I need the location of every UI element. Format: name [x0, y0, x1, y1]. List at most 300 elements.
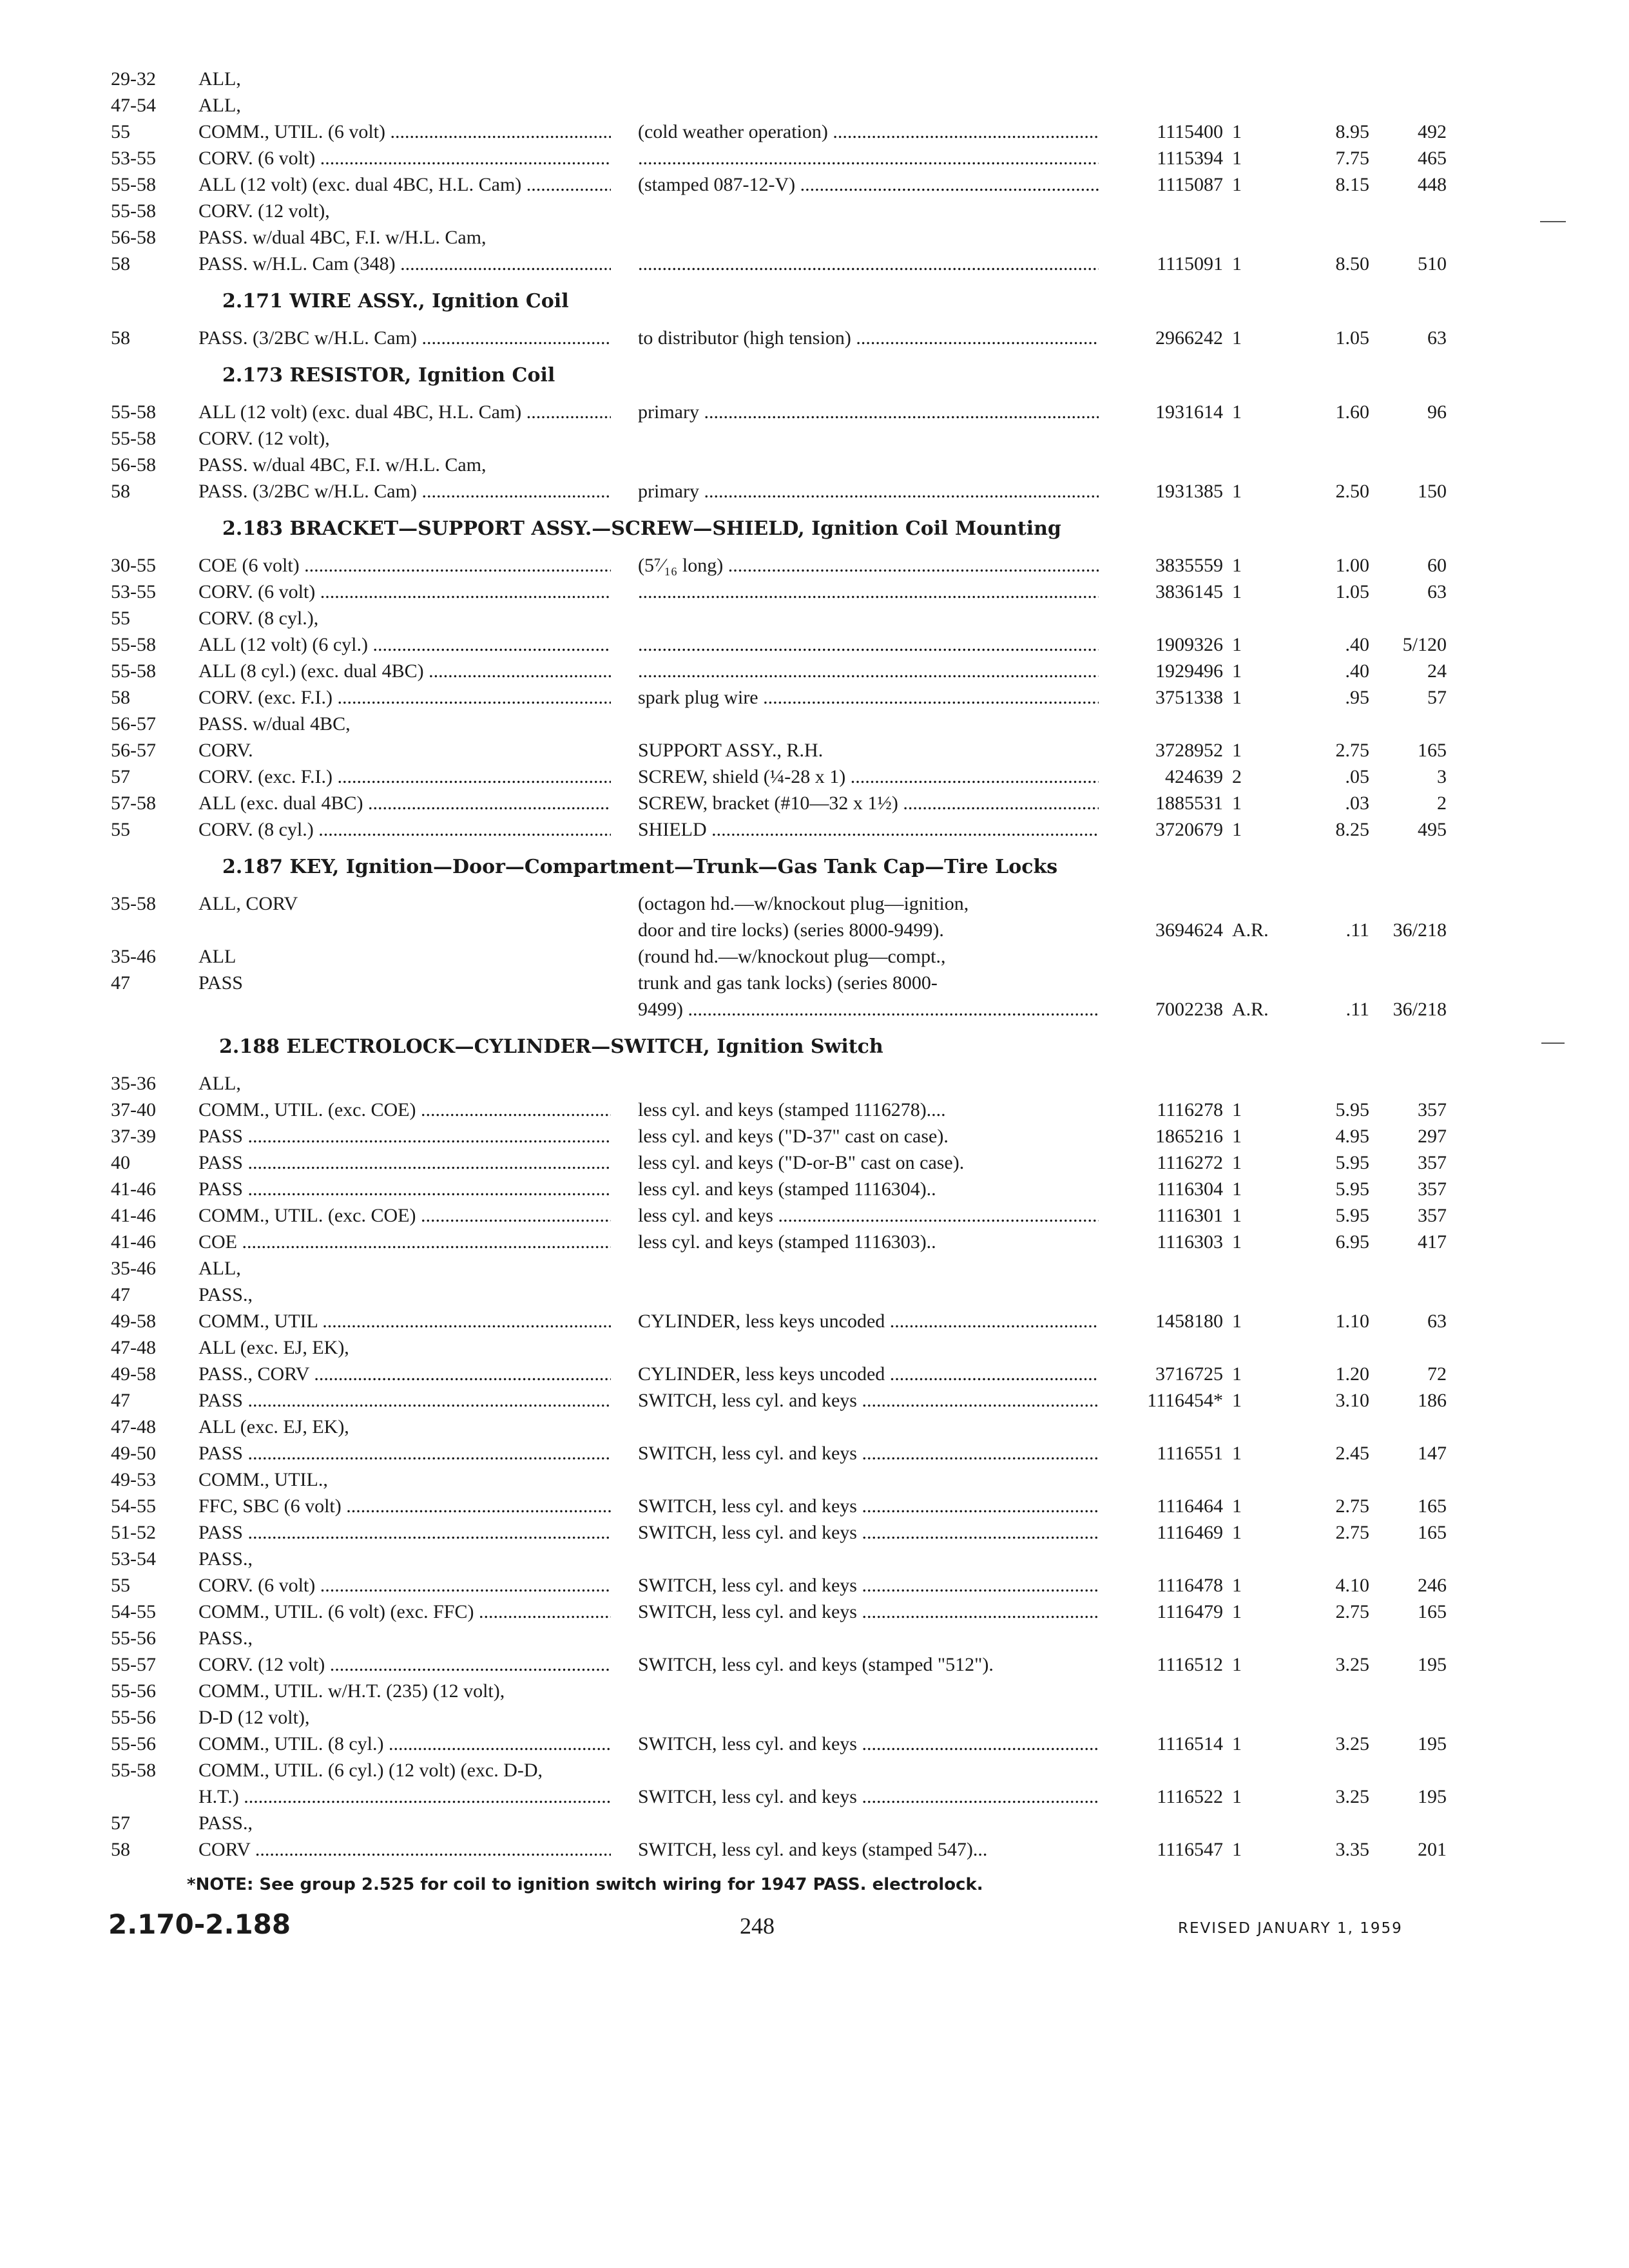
- model-years-text: 41-46: [111, 1205, 156, 1226]
- part-number-text: 2966242: [1155, 327, 1223, 349]
- quantity: [1232, 683, 1284, 713]
- margin-mark: [1541, 1043, 1565, 1044]
- application-text: ALL,: [198, 68, 241, 90]
- parts-row: [0, 630, 1629, 660]
- part-number: [1102, 1650, 1223, 1680]
- package-price: [1379, 1122, 1447, 1151]
- application-text: COMM., UTIL. (6 cyl.) (12 volt) (exc. D-D,: [198, 1760, 543, 1781]
- model-years-text: 47-48: [111, 1416, 156, 1437]
- description-text: CYLINDER, less keys uncoded: [638, 1363, 885, 1385]
- package-price: [1379, 577, 1447, 607]
- parts-row: [0, 1729, 1629, 1759]
- part-number-text: 1115394: [1157, 148, 1223, 169]
- model-years: [111, 762, 195, 792]
- parts-row: [0, 64, 1629, 94]
- parts-row: [0, 916, 1629, 945]
- part-number: [1102, 1518, 1223, 1548]
- package-price: [1379, 1307, 1447, 1336]
- part-number: [1102, 323, 1223, 353]
- model-years: [111, 1518, 195, 1548]
- model-years-text: 57: [111, 1812, 130, 1834]
- list-price: [1295, 1386, 1369, 1416]
- application-text: ALL,: [198, 1258, 241, 1279]
- model-years: [111, 1492, 195, 1521]
- application-text: PASS.,: [198, 1628, 253, 1649]
- list-price: [1295, 144, 1369, 173]
- quantity-text: 1: [1232, 1601, 1242, 1622]
- application: [198, 1254, 611, 1283]
- description-text: (round hd.—w/knockout plug—compt.,: [638, 946, 946, 967]
- package-price: [1379, 736, 1447, 765]
- model-years: [111, 1544, 195, 1574]
- parts-row: [0, 789, 1629, 818]
- parts-row: [0, 815, 1629, 845]
- application-text: COMM., UTIL. (exc. COE): [198, 1099, 416, 1120]
- application: [198, 1597, 611, 1627]
- list-price: [1295, 1095, 1369, 1125]
- model-years-text: 55-56: [111, 1707, 156, 1728]
- list-price: [1295, 170, 1369, 200]
- application: [198, 1650, 611, 1680]
- quantity: [1232, 1175, 1284, 1204]
- list-price-text: 2.75: [1335, 740, 1369, 761]
- application: [198, 170, 611, 200]
- list-price: [1295, 1518, 1369, 1548]
- quantity-text: 1: [1232, 660, 1242, 682]
- package-price: [1379, 789, 1447, 818]
- application: [198, 551, 611, 581]
- model-years: [111, 630, 195, 660]
- application: [198, 64, 611, 94]
- parts-row: [0, 1492, 1629, 1521]
- application: [198, 1333, 611, 1363]
- model-years: [111, 197, 195, 226]
- part-number-text: 1116454*: [1147, 1390, 1223, 1411]
- application: [198, 1175, 611, 1204]
- quantity: [1232, 630, 1284, 660]
- parts-row: [0, 1412, 1629, 1442]
- quantity-text: 1: [1232, 148, 1242, 169]
- model-years-text: 55: [111, 121, 130, 142]
- package-price: [1379, 1201, 1447, 1231]
- list-price-text: 1.05: [1335, 327, 1369, 349]
- list-price-text: 1.00: [1335, 555, 1369, 576]
- package-price-text: 246: [1418, 1575, 1447, 1596]
- list-price-text: 3.10: [1335, 1390, 1369, 1411]
- quantity-text: 1: [1232, 581, 1242, 602]
- application-text: CORV. (exc. F.I.): [198, 687, 333, 708]
- quantity: [1232, 1571, 1284, 1600]
- package-price: [1379, 1386, 1447, 1416]
- parts-row: [0, 398, 1629, 427]
- parts-row: [0, 1280, 1629, 1310]
- parts-row: [0, 1122, 1629, 1151]
- description: [638, 323, 1099, 353]
- package-price: [1379, 1360, 1447, 1389]
- application: [198, 709, 611, 739]
- model-years: [111, 683, 195, 713]
- description-text: primary: [638, 481, 699, 502]
- list-price-text: 8.95: [1335, 121, 1369, 142]
- description: [638, 995, 1099, 1024]
- description: [638, 1518, 1099, 1548]
- part-number: [1102, 762, 1223, 792]
- model-years-text: 47-54: [111, 95, 156, 116]
- model-years-text: 47: [111, 972, 130, 994]
- parts-row: [0, 1333, 1629, 1363]
- page-number: 248: [740, 1913, 775, 1939]
- model-years-text: 54-55: [111, 1601, 156, 1622]
- description-text: (stamped 087-12-V): [638, 174, 796, 195]
- part-number: [1102, 144, 1223, 173]
- description: [638, 968, 1099, 998]
- application-text: PASS: [198, 1178, 243, 1200]
- list-price-text: 5.95: [1335, 1099, 1369, 1120]
- part-number-text: 1116514: [1157, 1733, 1223, 1754]
- list-price: [1295, 916, 1369, 945]
- model-years: [111, 1201, 195, 1231]
- package-price-text: 36/218: [1393, 999, 1447, 1020]
- application: [198, 197, 611, 226]
- description: [638, 657, 1099, 686]
- list-price-text: .11: [1345, 919, 1369, 941]
- quantity: [1232, 1835, 1284, 1865]
- part-number: [1102, 117, 1223, 147]
- description: [638, 1148, 1099, 1178]
- application-text: PASS.,: [198, 1284, 253, 1305]
- list-price-text: 8.15: [1335, 174, 1369, 195]
- quantity: [1232, 1650, 1284, 1680]
- model-years-text: 56-57: [111, 713, 156, 735]
- section-heading: 2.171 WIRE ASSY., Ignition Coil: [222, 290, 569, 312]
- description: [638, 815, 1099, 845]
- description: [638, 144, 1099, 173]
- package-price-text: 72: [1427, 1363, 1447, 1385]
- part-number-text: 3716725: [1155, 1363, 1223, 1385]
- section-heading: 2.183 BRACKET—SUPPORT ASSY.—SCREW—SHIELD, Ignition Coil Mounting: [222, 517, 1061, 540]
- package-price-text: 492: [1418, 121, 1447, 142]
- parts-row: [0, 424, 1629, 454]
- part-number-text: 1458180: [1155, 1311, 1223, 1332]
- model-years: [111, 1677, 195, 1706]
- list-price-text: 8.50: [1335, 253, 1369, 274]
- application: [198, 889, 611, 919]
- model-years: [111, 1465, 195, 1495]
- part-number-text: 1116551: [1157, 1443, 1223, 1464]
- description-text: less cyl. and keys: [638, 1205, 773, 1226]
- model-years-text: 56-57: [111, 740, 156, 761]
- model-years: [111, 450, 195, 480]
- package-price: [1379, 916, 1447, 945]
- list-price-text: 6.95: [1335, 1231, 1369, 1253]
- description-text: SCREW, bracket (#10—32 x 1½): [638, 793, 898, 814]
- parts-row: [0, 1465, 1629, 1495]
- quantity: [1232, 1492, 1284, 1521]
- quantity: [1232, 1095, 1284, 1125]
- part-number-text: 1115087: [1157, 174, 1223, 195]
- application: [198, 1703, 611, 1733]
- description-text: SWITCH, less cyl. and keys: [638, 1601, 857, 1622]
- application: [198, 1095, 611, 1125]
- description: [638, 1095, 1099, 1125]
- application-text: COMM., UTIL: [198, 1311, 318, 1332]
- package-price-text: 165: [1418, 1601, 1447, 1622]
- part-number-text: 1116301: [1157, 1205, 1223, 1226]
- description-text: less cyl. and keys (stamped 1116304)..: [638, 1178, 936, 1200]
- package-price-text: 186: [1418, 1390, 1447, 1411]
- list-price-text: .40: [1345, 634, 1369, 655]
- package-price-text: 57: [1427, 687, 1447, 708]
- package-price: [1379, 1492, 1447, 1521]
- application: [198, 683, 611, 713]
- package-price: [1379, 762, 1447, 792]
- quantity: [1232, 657, 1284, 686]
- package-price-text: 195: [1418, 1654, 1447, 1675]
- model-years: [111, 1597, 195, 1627]
- package-price-text: 201: [1418, 1839, 1447, 1860]
- part-number: [1102, 1148, 1223, 1178]
- parts-row: [0, 170, 1629, 200]
- application: [198, 249, 611, 279]
- package-price-text: 297: [1418, 1126, 1447, 1147]
- model-years-text: 49-53: [111, 1469, 156, 1490]
- description: [638, 889, 1099, 919]
- quantity-text: 1: [1232, 1654, 1242, 1675]
- quantity-text: 1: [1232, 1152, 1242, 1173]
- list-price-text: .05: [1345, 766, 1369, 787]
- quantity: [1232, 1148, 1284, 1178]
- package-price-text: 63: [1427, 1311, 1447, 1332]
- application-text: COMM., UTIL.,: [198, 1469, 328, 1490]
- part-number: [1102, 916, 1223, 945]
- list-price: [1295, 477, 1369, 506]
- part-number-text: 1865216: [1155, 1126, 1223, 1147]
- description-text: 9499): [638, 999, 683, 1020]
- package-price-text: 510: [1418, 253, 1447, 274]
- description: [638, 1227, 1099, 1257]
- list-price: [1295, 1729, 1369, 1759]
- model-years: [111, 604, 195, 633]
- description-text: SUPPORT ASSY., R.H.: [638, 740, 824, 761]
- model-years-text: 55: [111, 819, 130, 840]
- quantity: [1232, 1307, 1284, 1336]
- part-number: [1102, 1122, 1223, 1151]
- parts-row: [0, 683, 1629, 713]
- application: [198, 398, 611, 427]
- quantity-text: 1: [1232, 1231, 1242, 1253]
- model-years-text: 29-32: [111, 68, 156, 90]
- application-text: CORV. (8 cyl.): [198, 819, 314, 840]
- quantity-text: 1: [1232, 174, 1242, 195]
- application: [198, 736, 611, 765]
- package-price: [1379, 117, 1447, 147]
- model-years: [111, 1254, 195, 1283]
- application-text: CORV.: [198, 740, 253, 761]
- description: [638, 736, 1099, 765]
- quantity: [1232, 1360, 1284, 1389]
- package-price-text: 150: [1418, 481, 1447, 502]
- application-text: PASS: [198, 1522, 243, 1543]
- section-range: 2.170-2.188: [108, 1908, 291, 1940]
- model-years: [111, 117, 195, 147]
- quantity-text: A.R.: [1232, 919, 1269, 941]
- quantity: [1232, 1227, 1284, 1257]
- parts-row: [0, 1307, 1629, 1336]
- list-price: [1295, 1227, 1369, 1257]
- list-price-text: 3.25: [1335, 1654, 1369, 1675]
- application: [198, 762, 611, 792]
- application-text: ALL (exc. dual 4BC): [198, 793, 363, 814]
- description-text: spark plug wire: [638, 687, 758, 708]
- parts-row: [0, 968, 1629, 998]
- list-price-text: 5.95: [1335, 1205, 1369, 1226]
- part-number-text: 3720679: [1155, 819, 1223, 840]
- application-text: CORV. (12 volt),: [198, 428, 330, 449]
- application: [198, 630, 611, 660]
- description: [638, 1782, 1099, 1812]
- model-years: [111, 1809, 195, 1838]
- model-years: [111, 1095, 195, 1125]
- parts-row: [0, 91, 1629, 120]
- description: [638, 1492, 1099, 1521]
- model-years-text: 49-58: [111, 1311, 156, 1332]
- package-price: [1379, 1518, 1447, 1548]
- parts-row: [0, 709, 1629, 739]
- list-price-text: 8.25: [1335, 819, 1369, 840]
- part-number-text: 1116272: [1157, 1152, 1223, 1173]
- application-text: CORV. (6 volt): [198, 1575, 316, 1596]
- parts-row: [0, 1518, 1629, 1548]
- list-price-text: 1.60: [1335, 401, 1369, 423]
- model-years-text: 55-57: [111, 1654, 156, 1675]
- application: [198, 1360, 611, 1389]
- application: [198, 815, 611, 845]
- part-number-text: 1116512: [1157, 1654, 1223, 1675]
- list-price-text: 2.45: [1335, 1443, 1369, 1464]
- application-text: COMM., UTIL. (6 volt) (exc. FFC): [198, 1601, 474, 1622]
- quantity: [1232, 323, 1284, 353]
- model-years: [111, 709, 195, 739]
- quantity: [1232, 577, 1284, 607]
- application-text: PASS.,: [198, 1812, 253, 1834]
- list-price: [1295, 736, 1369, 765]
- application: [198, 789, 611, 818]
- parts-row: [0, 1148, 1629, 1178]
- part-number-text: 3728952: [1155, 740, 1223, 761]
- list-price: [1295, 1571, 1369, 1600]
- model-years: [111, 1333, 195, 1363]
- parts-row: [0, 1360, 1629, 1389]
- application-text: PASS. (3/2BC w/H.L. Cam): [198, 327, 417, 349]
- application-text: CORV. (8 cyl.),: [198, 608, 319, 629]
- quantity-text: 2: [1232, 766, 1242, 787]
- parts-row: [0, 762, 1629, 792]
- list-price-text: .03: [1345, 793, 1369, 814]
- package-price: [1379, 1729, 1447, 1759]
- model-years: [111, 64, 195, 94]
- application: [198, 1439, 611, 1468]
- part-number: [1102, 1835, 1223, 1865]
- parts-row: [0, 1201, 1629, 1231]
- application: [198, 577, 611, 607]
- quantity: [1232, 1439, 1284, 1468]
- package-price-text: 357: [1418, 1152, 1447, 1173]
- application: [198, 1412, 611, 1442]
- list-price-text: 2.75: [1335, 1495, 1369, 1517]
- application-text: COE (6 volt): [198, 555, 300, 576]
- quantity-text: 1: [1232, 401, 1242, 423]
- quantity-text: 1: [1232, 1126, 1242, 1147]
- application-text: CORV: [198, 1839, 251, 1860]
- package-price: [1379, 1782, 1447, 1812]
- quantity: [1232, 1122, 1284, 1151]
- application-text: PASS: [198, 1390, 243, 1411]
- model-years: [111, 1069, 195, 1099]
- model-years-text: 53-55: [111, 148, 156, 169]
- application-text: ALL (exc. EJ, EK),: [198, 1416, 349, 1437]
- part-number-text: 1116547: [1157, 1839, 1223, 1860]
- model-years: [111, 657, 195, 686]
- model-years: [111, 789, 195, 818]
- model-years: [111, 1729, 195, 1759]
- quantity: [1232, 815, 1284, 845]
- model-years: [111, 736, 195, 765]
- quantity-text: 1: [1232, 1575, 1242, 1596]
- model-years: [111, 942, 195, 972]
- package-price-text: 63: [1427, 581, 1447, 602]
- description: [638, 117, 1099, 147]
- application-text: COMM., UTIL. (6 volt): [198, 121, 385, 142]
- list-price-text: .95: [1345, 687, 1369, 708]
- application: [198, 91, 611, 120]
- part-number-text: 1116478: [1157, 1575, 1223, 1596]
- part-number: [1102, 249, 1223, 279]
- model-years-text: 47-48: [111, 1337, 156, 1358]
- model-years: [111, 1227, 195, 1257]
- application: [198, 1492, 611, 1521]
- quantity-text: 1: [1232, 481, 1242, 502]
- parts-row: [0, 736, 1629, 765]
- list-price: [1295, 117, 1369, 147]
- quantity: [1232, 551, 1284, 581]
- model-years-text: 58: [111, 327, 130, 349]
- parts-row: [0, 657, 1629, 686]
- list-price-text: 1.10: [1335, 1311, 1369, 1332]
- parts-row: [0, 117, 1629, 147]
- quantity-text: 1: [1232, 1733, 1242, 1754]
- part-number: [1102, 1729, 1223, 1759]
- parts-row: [0, 1571, 1629, 1600]
- package-price-text: 195: [1418, 1733, 1447, 1754]
- package-price-text: 165: [1418, 1495, 1447, 1517]
- model-years: [111, 1624, 195, 1653]
- description: [638, 630, 1099, 660]
- description-text: SHIELD: [638, 819, 707, 840]
- section-heading: 2.187 KEY, Ignition—Door—Compartment—Trunk—Gas Tank Cap—Tire Locks: [222, 856, 1058, 878]
- quantity: [1232, 1518, 1284, 1548]
- package-price: [1379, 1835, 1447, 1865]
- description: [638, 398, 1099, 427]
- parts-row: [0, 577, 1629, 607]
- model-years: [111, 1835, 195, 1865]
- description: [638, 577, 1099, 607]
- package-price-text: 357: [1418, 1205, 1447, 1226]
- quantity: [1232, 1201, 1284, 1231]
- model-years-text: 55-58: [111, 174, 156, 195]
- application: [198, 323, 611, 353]
- model-years-text: 56-58: [111, 454, 156, 476]
- model-years-text: 57-58: [111, 793, 156, 814]
